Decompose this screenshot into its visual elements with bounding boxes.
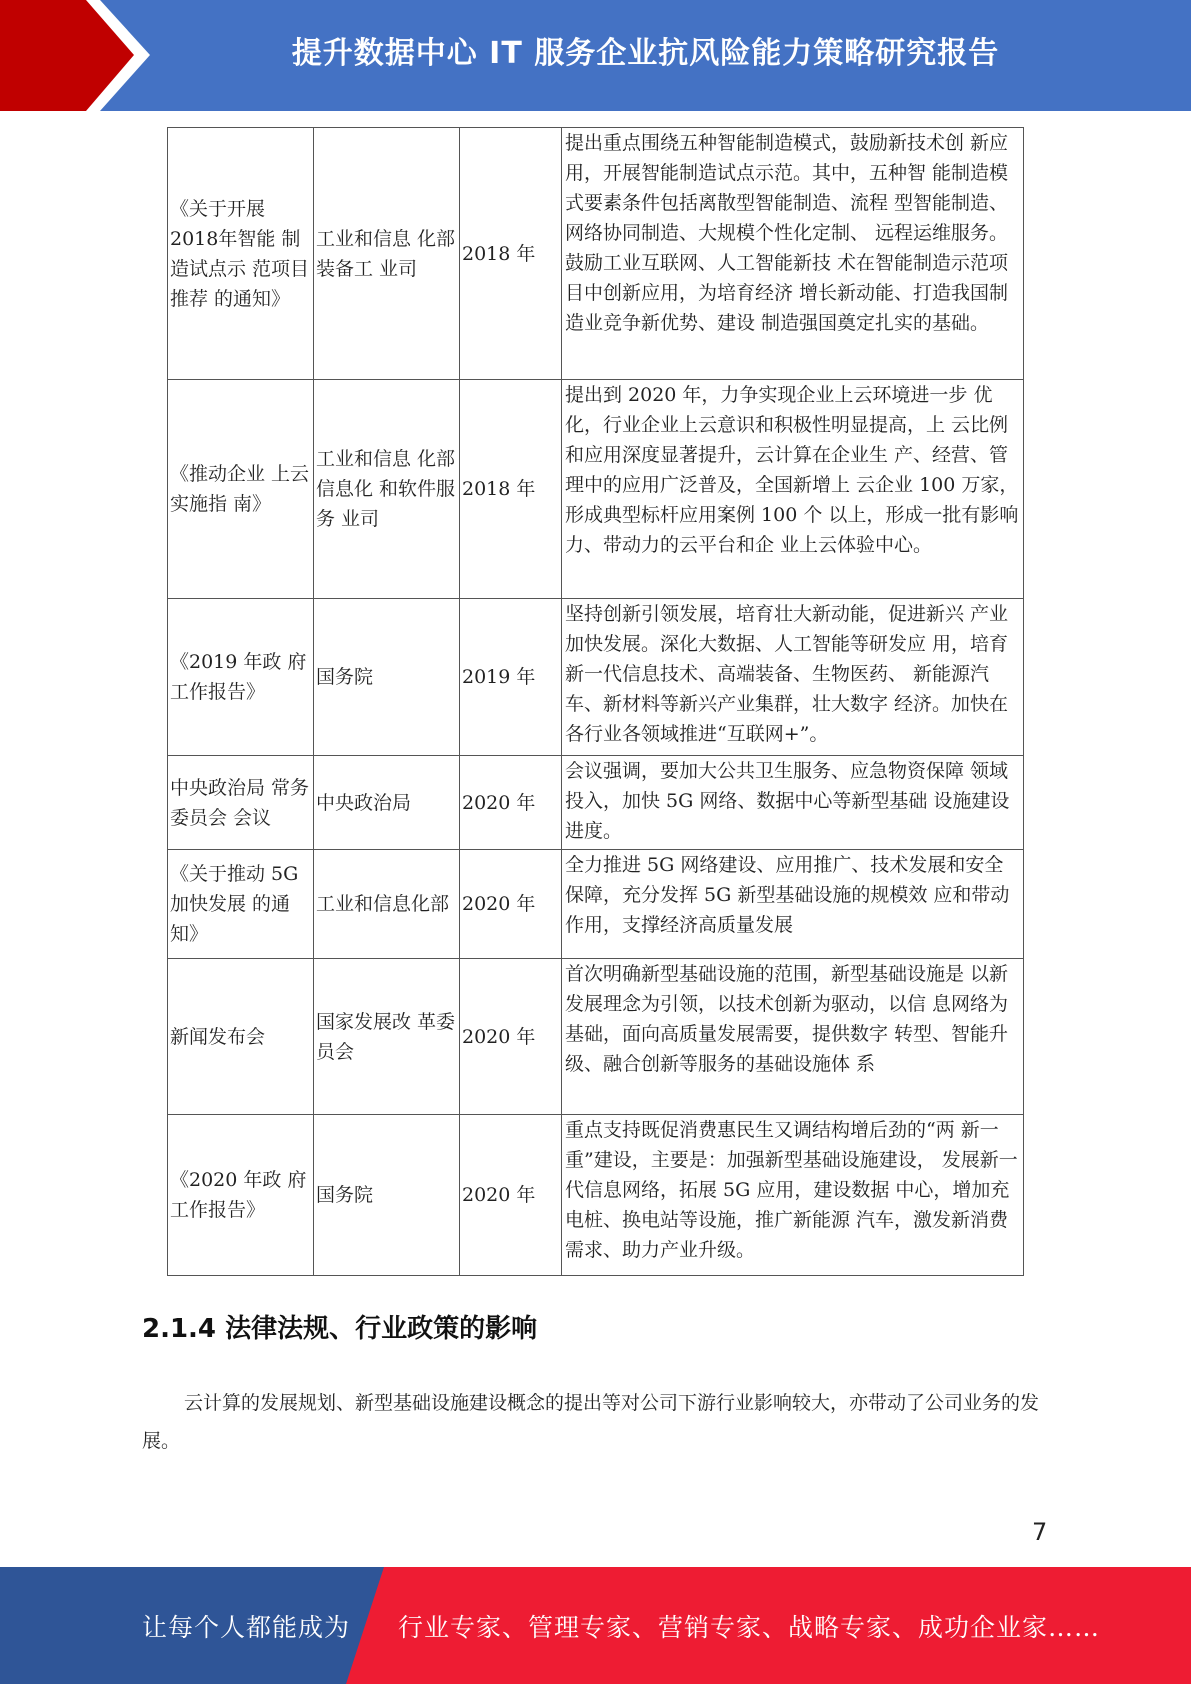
policy-name-cell: 《2019 年政 府工作报告》	[168, 599, 314, 756]
year-cell: 2019 年	[460, 599, 562, 756]
issuer-cell: 工业和信息 化部装备工 业司	[314, 128, 460, 380]
content-cell: 首次明确新型基础设施的范围，新型基础设施是 以新发展理念为引领，以技术创新为驱动，以信 息网络为基础，面向高质量发展需要，提供数字 转型、智能升级、融合创新等服务的基础设施体 系	[562, 959, 1024, 1115]
table-row	[168, 959, 1024, 1115]
year-cell: 2020 年	[460, 850, 562, 959]
header-arrow-icon	[0, 0, 150, 111]
content-cell: 提出到 2020 年，力争实现企业上云环境进一步 优化，行业企业上云意识和积极性明显提高，上 云比例和应用深度显著提升，云计算在企业生 产、经营、管理中的应用广泛普及，全国新增上 云企业 100 万家，形成典型标杆应用案例 100 个 以上，形成一批有影响力、带动力的云平台和企 业上云体验中心。	[562, 380, 1024, 599]
report-title: 提升数据中心 IT 服务企业抗风险能力策略研究报告	[291, 36, 1000, 71]
year-cell: 2020 年	[460, 959, 562, 1115]
policy-name-cell: 新闻发布会	[168, 959, 314, 1115]
year-cell: 2020 年	[460, 756, 562, 850]
issuer-cell: 国务院	[314, 599, 460, 756]
section-heading: 2.1.4 法律法规、行业政策的影响	[142, 1314, 538, 1344]
issuer-cell: 国务院	[314, 1115, 460, 1276]
issuer-cell: 中央政治局	[314, 756, 460, 850]
issuer-cell: 工业和信息化部	[314, 850, 460, 959]
policy-name-cell: 《推动企业 上云实施指 南》	[168, 380, 314, 599]
page-header	[0, 0, 1191, 111]
table-row	[168, 756, 1024, 850]
body-paragraph: 云计算的发展规划、新型基础设施建设概念的提出等对公司下游行业影响较大，亦带动了公司业务的发展。	[142, 1392, 1040, 1452]
table-row	[168, 128, 1024, 380]
content-cell: 坚持创新引领发展，培育壮大新动能，促进新兴 产业加快发展。深化大数据、人工智能等研发应 用，培育新一代信息技术、高端装备、生物医药、 新能源汽车、新材料等新兴产业集群，壮大数字 经济。加快在各行业各领域推进“互联网+”。	[562, 599, 1024, 756]
table-row	[168, 599, 1024, 756]
content-cell: 全力推进 5G 网络建设、应用推广、技术发展和安全保障，充分发挥 5G 新型基础设施的规模效 应和带动作用，支撑经济高质量发展	[562, 850, 1024, 959]
policy-name-cell: 《关于推动 5G 加快发展 的通知》	[168, 850, 314, 959]
footer-slogan-right: 行业专家、管理专家、营销专家、战略专家、成功企业家……	[398, 1612, 1101, 1642]
policy-name-cell: 《2020 年政 府工作报告》	[168, 1115, 314, 1276]
page-footer	[0, 1567, 1191, 1684]
content-cell: 重点支持既促消费惠民生又调结构增后劲的“两 新一重”建设，主要是：加强新型基础设施建设， 发展新一代信息网络，拓展 5G 应用，建设数据 中心，增加充电桩、换电站等设施，推广新能源 汽车，激发新消费需求、助力产业升级。	[562, 1115, 1024, 1276]
table-row	[168, 850, 1024, 959]
issuer-cell: 工业和信息 化部信息化 和软件服务 业司	[314, 380, 460, 599]
page-number: 7	[1032, 1518, 1048, 1546]
footer-slogan-left: 让每个人都能成为	[142, 1612, 351, 1642]
policy-name-cell: 《关于开展 2018年智能 制造试点示 范项目推荐 的通知》	[168, 128, 314, 380]
year-cell: 2018 年	[460, 128, 562, 380]
year-cell: 2020 年	[460, 1115, 562, 1276]
content-cell: 会议强调，要加大公共卫生服务、应急物资保障 领域投入，加快 5G 网络、数据中心等新型基础 设施建设进度。	[562, 756, 1024, 850]
year-cell: 2018 年	[460, 380, 562, 599]
policy-name-cell: 中央政治局 常务委员会 会议	[168, 756, 314, 850]
table-row	[168, 1115, 1024, 1276]
content-cell: 提出重点围绕五种智能制造模式，鼓励新技术创 新应用，开展智能制造试点示范。其中，五种智 能制造模式要素条件包括离散型智能制造、流程 型智能制造、网络协同制造、大规模个性化定制、 远程运维服务。鼓励工业互联网、人工智能新技 术在智能制造示范项目中创新应用，为培育经济 增长新动能、打造我国制造业竞争新优势、建设 制造强国奠定扎实的基础。	[562, 128, 1024, 380]
table-row	[168, 380, 1024, 599]
issuer-cell: 国家发展改 革委员会	[314, 959, 460, 1115]
policy-table	[167, 127, 1024, 1276]
